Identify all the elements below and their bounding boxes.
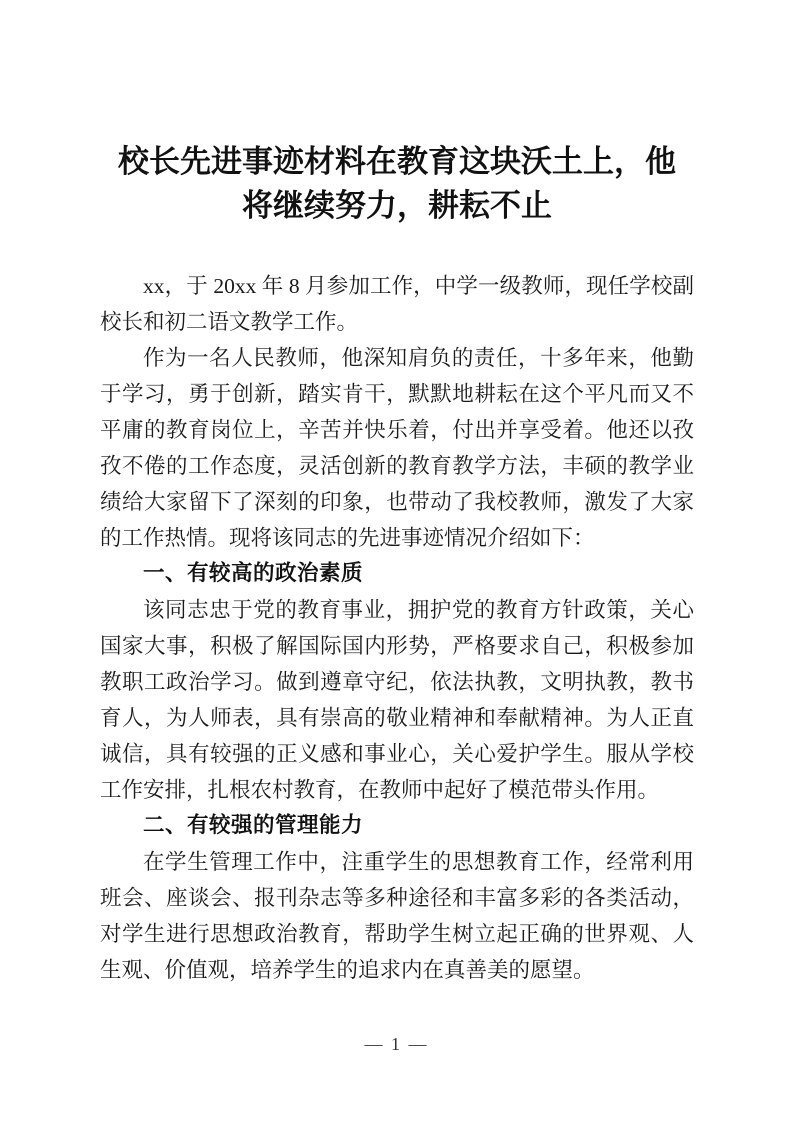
body-paragraph: 作为一名人民教师，他深知肩负的责任，十多年来，他勤于学习，勇于创新，踏实肯干，默默地耕耘在这个平凡而又不平庸的教育岗位上，辛苦并快乐着，付出并享受着。他还以孜孜不倦的工作态度，灵活创新的教育教学方法，丰硕的教学业绩给大家留下了深刻的印象，也带动了我校教师，激发了大家的工作热情。现将该同志的先进事迹情况介绍如下： <box>100 346 694 550</box>
section-heading: 二、有较强的管理能力 <box>143 813 364 838</box>
title-spacer <box>100 228 694 268</box>
page-title-line-1: 校长先进事迹材料在教育这块沃土上，他 <box>118 144 676 180</box>
body-paragraph: 该同志忠于党的教育事业，拥护党的教育方针政策，关心国家大事，积极了解国际国内形势，严格要求自己，积极参加教职工政治学习。做到遵章守纪，依法执教，文明执教，教书育人，为人师表，具有崇高的敬业精神和奉献精神。为人正直诚信，具有较强的正义感和事业心，关心爱护学生。服从学校工作安排，扎根农村教育，在教师中起好了模范带头作用。 <box>100 598 694 802</box>
page-title <box>100 140 694 228</box>
document-body <box>100 140 694 988</box>
body-paragraph: xx，于 20xx 年 8 月参加工作，中学一级教师，现任学校副校长和初二语文教学工作。 <box>100 274 694 334</box>
section-heading: 一、有较高的政治素质 <box>143 561 364 586</box>
page-title-line-2: 将继续努力，耕耘不止 <box>242 188 552 224</box>
body-paragraph: 在学生管理工作中，注重学生的思想教育工作，经常利用班会、座谈会、报刊杂志等多种途径和丰富多彩的各类活动，对学生进行思想政治教育，帮助学生树立起正确的世界观、人生观、价值观，培养学生的追求内在真善美的愿望。 <box>100 850 694 982</box>
page-number-footer: — 1 — <box>364 1034 429 1054</box>
